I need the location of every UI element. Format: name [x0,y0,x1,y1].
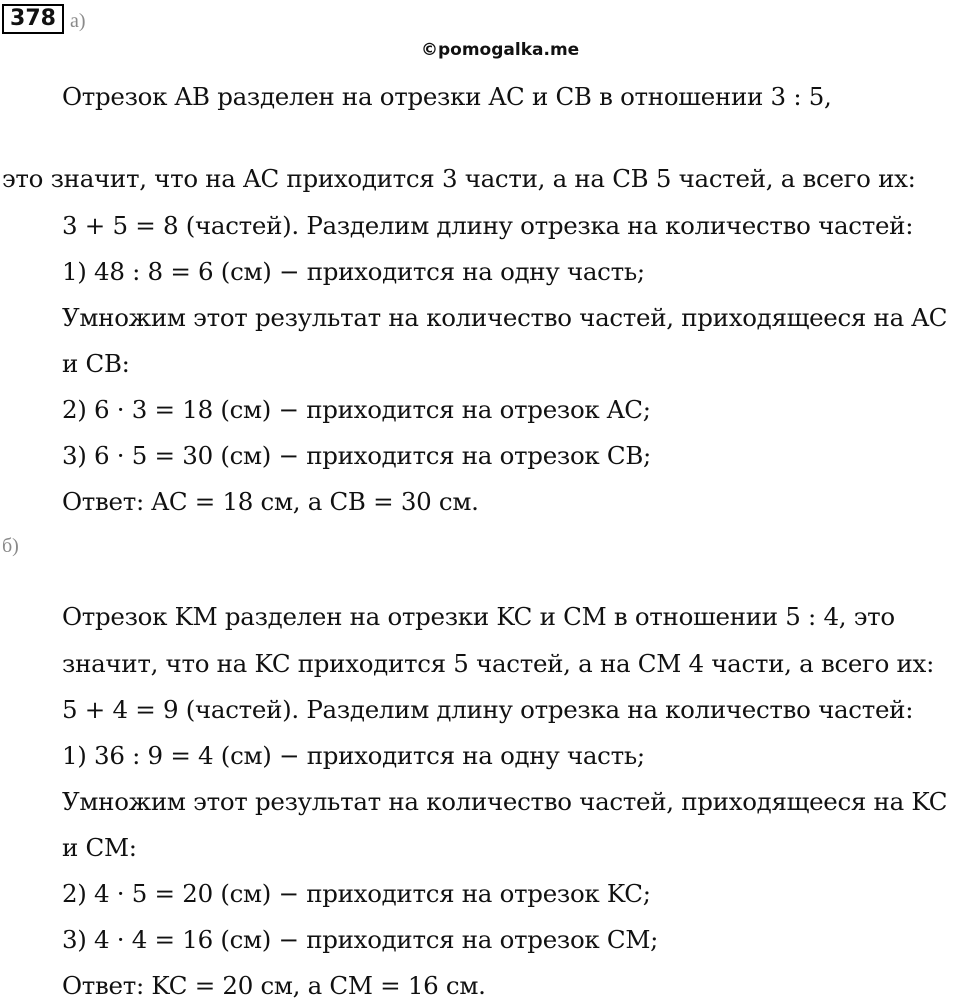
part-a-line-7: 2) 6 · 3 = 18 (см) − приходится на отрезок AC; [62,395,651,424]
part-b-line-1: Отрезок KM разделен на отрезки KC и CM в отношении 5 : 4, это [62,602,895,631]
part-b-line-7: 2) 4 · 5 = 20 (см) − приходится на отрезок KC; [62,879,651,908]
part-b-line-6: и CM: [62,833,137,862]
part-a-label: а) [70,10,86,32]
part-a-answer: Ответ: AC = 18 см, а CB = 30 см. [62,487,479,516]
part-b-line-2: значит, что на KC приходится 5 частей, а на CM 4 части, а всего их: [62,649,935,678]
part-a-line-5: Умножим этот результат на количество частей, приходящееся на AC [62,303,948,332]
watermark: ©pomogalka.me [421,40,580,60]
part-a-line-2: это значит, что на AC приходится 3 части, а на CB 5 частей, а всего их: [2,164,916,193]
part-a-line-4: 1) 48 : 8 = 6 (см) − приходится на одну часть; [62,257,645,286]
part-b-line-3: 5 + 4 = 9 (частей). Разделим длину отрезка на количество частей: [62,695,914,724]
part-a-line-1: Отрезок AB разделен на отрезки AC и CB в отношении 3 : 5, [62,82,832,111]
part-b-line-8: 3) 4 · 4 = 16 (см) − приходится на отрезок CM; [62,925,659,954]
part-a-line-8: 3) 6 · 5 = 30 (см) − приходится на отрезок CB; [62,441,652,470]
problem-number: 378 [2,4,64,34]
part-b-label: б) [2,535,19,557]
part-a-line-3: 3 + 5 = 8 (частей). Разделим длину отрезка на количество частей: [62,211,914,240]
part-b-line-4: 1) 36 : 9 = 4 (см) − приходится на одну часть; [62,741,645,770]
part-b-line-5: Умножим этот результат на количество частей, приходящееся на KC [62,787,948,816]
part-b-answer: Ответ: KC = 20 см, а CM = 16 см. [62,971,486,1000]
part-a-line-6: и CB: [62,349,130,378]
